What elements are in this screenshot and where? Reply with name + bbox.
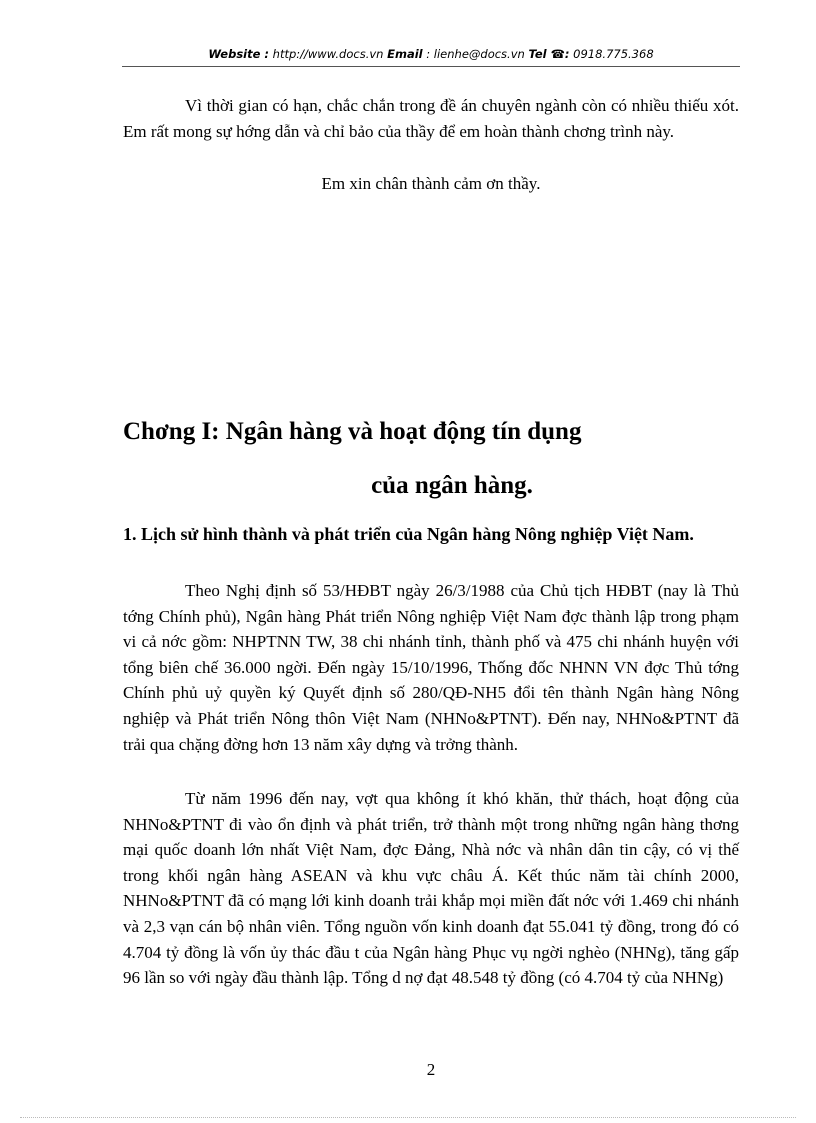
tel-value: 0918.775.368 <box>573 47 654 61</box>
acknowledgement-paragraph: Vì thời gian có hạn, chắc chắn trong đề án chuyên ngành còn có nhiều thiếu xót. Em rất mong sự hớng dẫn và chỉ bảo của thầy để em hoàn thành chơng trình này. <box>123 96 739 141</box>
tel-label: Tel ☎: <box>528 47 570 61</box>
thanks-line: Em xin chân thành cảm ơn thầy. <box>321 174 541 193</box>
website-url[interactable]: http://www.docs.vn <box>272 47 384 61</box>
page-header <box>122 47 740 61</box>
page-number: 2 <box>426 1060 436 1079</box>
body-paragraph-2: Từ năm 1996 đến nay, vợt qua không ít khó khăn, thử thách, hoạt động của NHNo&PTNT đi vào ổn định và phát triển, trở thành một trong những ngân hàng thơng mại quốc doanh lớn nhất Việt Nam, đợc Đảng, Nhà nớc và nhân dân tin cậy, có vị thế trong khối ngân hàng ASEAN và khu vực châu Á. Kết thúc năm tài chính 2000, NHNo&PTNT đã có mạng lới kinh doanh trải khắp mọi miền đất nớc với 1.469 chi nhánh và 2,3 vạn cán bộ nhân viên. Tổng nguồn vốn kinh doanh đạt 55.041 tỷ đồng, trong đó có 4.704 tỷ đồng là vốn ủy thác đầu t của Ngân hàng Phục vụ ngời nghèo (NHNg), tăng gấp 96 lần so với ngày đầu thành lập. Tổng d nợ đạt 48.548 tỷ đồng (có 4.704 tỷ của NHNg) <box>123 789 739 988</box>
header-divider <box>122 66 740 67</box>
chapter-title-line1: Chơng I: Ngân hàng và hoạt động tín dụng <box>123 418 582 445</box>
section-heading: 1. Lịch sử hình thành và phát triển của Ngân hàng Nông nghiệp Việt Nam. <box>123 524 694 544</box>
chapter-title-line2: của ngân hàng. <box>371 472 533 499</box>
email-label: Email <box>387 47 423 61</box>
email-value[interactable]: : lienhe@docs.vn <box>426 47 525 61</box>
page-bottom-divider <box>20 1117 796 1118</box>
body-paragraph-1: Theo Nghị định số 53/HĐBT ngày 26/3/1988 của Chủ tịch HĐBT (nay là Thủ tớng Chính phủ), Ngân hàng Phát triển Nông nghiệp Việt Nam đợc thành lập trong phạm vi cả nớc gồm: NHPTNN TW, 38 chi nhánh tỉnh, thành phố và 475 chi nhánh huyện với tổng biên chế 36.000 ngời. Đến ngày 15/10/1996, Thống đốc NHNN VN đợc Thủ tớng Chính phủ uỷ quyền ký Quyết định số 280/QĐ-NH5 đổi tên thành Ngân hàng Nông nghiệp và Phát triển Nông thôn Việt Nam (NHNo&PTNT). Đến nay, NHNo&PTNT đã trải qua chặng đờng hơn 13 năm xây dựng và trởng thành. <box>123 581 739 754</box>
website-label: Website : <box>208 47 270 61</box>
